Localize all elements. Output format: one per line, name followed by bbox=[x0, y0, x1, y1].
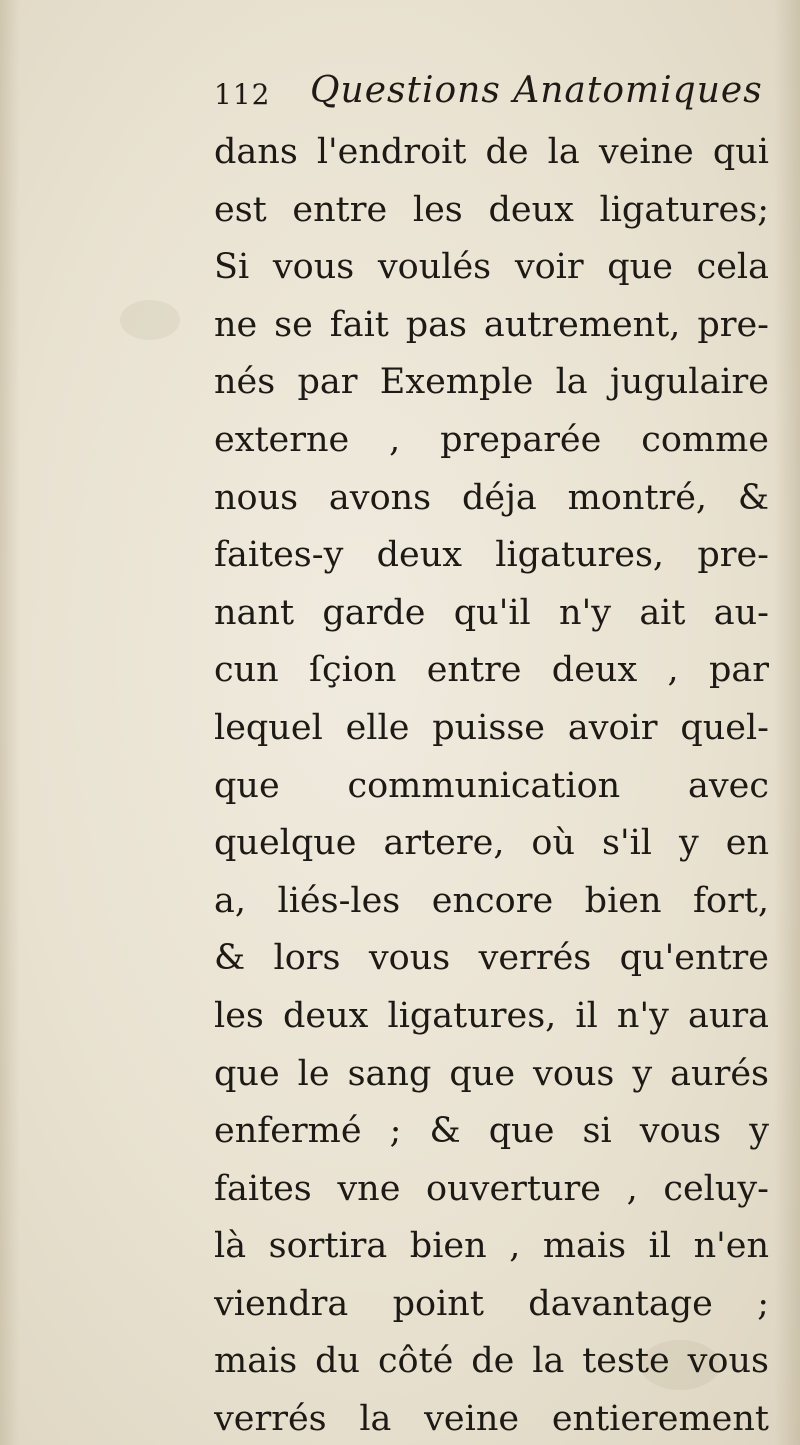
text-line: là sortira bien , mais il n'en bbox=[214, 1226, 769, 1267]
text-line: nant garde qu'il n'y ait au- bbox=[214, 592, 769, 633]
page-number: 112 bbox=[214, 78, 271, 111]
paper-stain bbox=[120, 300, 180, 340]
text-line: & lors vous verrés qu'entre bbox=[214, 938, 769, 979]
page-header bbox=[214, 70, 774, 122]
text-line: verrés la veine entierement bbox=[214, 1399, 769, 1440]
text-line: ne se fait pas autrement, pre- bbox=[214, 304, 769, 345]
page-shadow-right bbox=[774, 0, 800, 1445]
text-line: nous avons déja montré, & bbox=[214, 477, 769, 518]
text-line: est entre les deux ligatures; bbox=[214, 189, 769, 230]
page-shadow-left bbox=[0, 0, 20, 1445]
text-line: cun ſçion entre deux , par bbox=[214, 650, 769, 691]
text-line: faites vne ouverture , celuy- bbox=[214, 1168, 769, 1209]
text-line: nés par Exemple la jugulaire bbox=[214, 362, 769, 403]
text-line: dans l'endroit de la veine qui bbox=[214, 132, 769, 172]
text-line: que le sang que vous y aurés bbox=[214, 1053, 769, 1094]
text-line: a, liés-les encore bien fort, bbox=[214, 880, 769, 921]
text-line: que communication avec bbox=[214, 765, 769, 806]
text-line: externe , preparée comme bbox=[214, 419, 769, 460]
text-line: mais du côté de la teste vous bbox=[214, 1341, 769, 1382]
text-line: les deux ligatures, il n'y aura bbox=[214, 995, 769, 1036]
text-line: quelque artere, où s'il y en bbox=[214, 823, 769, 864]
running-head: Questions Anatomiques bbox=[310, 70, 763, 111]
text-line: Si vous voulés voir que cela bbox=[214, 247, 769, 288]
text-line: lequel elle puisse avoir quel- bbox=[214, 707, 769, 748]
text-line: viendra point davantage ; bbox=[214, 1283, 769, 1324]
text-line: faites-y deux ligatures, pre- bbox=[214, 535, 769, 576]
text-line: enfermé ; & que si vous y bbox=[214, 1111, 769, 1152]
body-text bbox=[214, 124, 769, 1445]
